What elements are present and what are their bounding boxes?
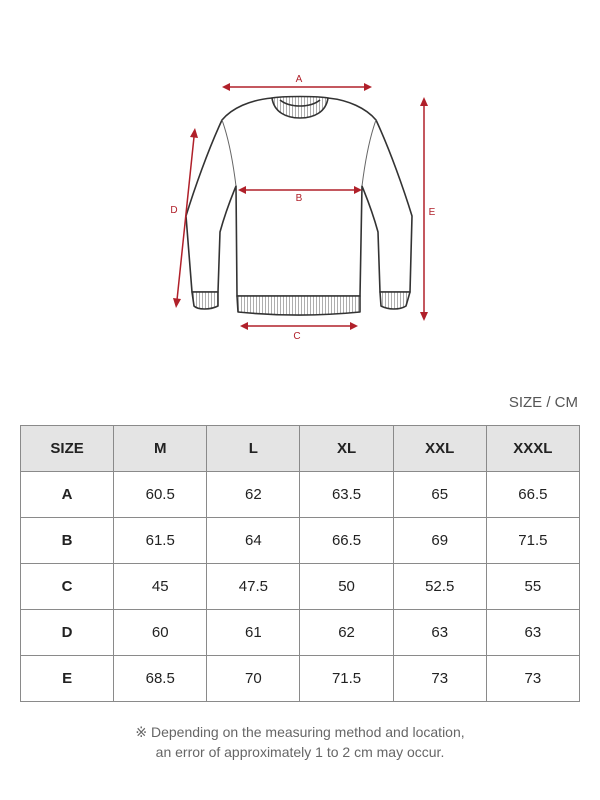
- measurement-note: [0, 722, 600, 762]
- label-d: D: [170, 205, 178, 216]
- table-cell: 65: [393, 472, 486, 518]
- table-cell: 45: [114, 564, 207, 610]
- note-line-2: an error of approximately 1 to 2 cm may occur.: [155, 744, 445, 760]
- sweatshirt-measurement-diagram: [0, 0, 600, 370]
- row-label: D: [21, 610, 114, 656]
- sweatshirt-outline: [186, 97, 412, 316]
- table-cell: 52.5: [393, 564, 486, 610]
- column-header: XL: [300, 426, 393, 472]
- table-cell: 66.5: [486, 472, 579, 518]
- row-label: C: [21, 564, 114, 610]
- column-header: M: [114, 426, 207, 472]
- table-cell: 61.5: [114, 518, 207, 564]
- label-a: A: [295, 74, 303, 85]
- label-c: C: [293, 331, 301, 342]
- column-header: L: [207, 426, 300, 472]
- table-cell: 50: [300, 564, 393, 610]
- row-label: E: [21, 656, 114, 702]
- label-e: E: [428, 207, 436, 218]
- row-label: A: [21, 472, 114, 518]
- column-header: XXXL: [486, 426, 579, 472]
- table-row: [21, 472, 580, 518]
- row-label: B: [21, 518, 114, 564]
- table-row: [21, 518, 580, 564]
- table-cell: 69: [393, 518, 486, 564]
- table-cell: 70: [207, 656, 300, 702]
- table-cell: 55: [486, 564, 579, 610]
- table-cell: 73: [393, 656, 486, 702]
- table-cell: 62: [300, 610, 393, 656]
- table-row: [21, 610, 580, 656]
- table-cell: 63: [486, 610, 579, 656]
- table-cell: 64: [207, 518, 300, 564]
- table-cell: 63.5: [300, 472, 393, 518]
- column-header: XXL: [393, 426, 486, 472]
- unit-label: SIZE / CM: [508, 394, 578, 411]
- table-cell: 63: [393, 610, 486, 656]
- table-cell: 71.5: [300, 656, 393, 702]
- table-cell: 71.5: [486, 518, 579, 564]
- size-chart-table: [20, 425, 580, 702]
- table-row: [21, 656, 580, 702]
- table-cell: 61: [207, 610, 300, 656]
- table-row: [21, 564, 580, 610]
- note-line-1: ※ Depending on the measuring method and location,: [135, 724, 465, 740]
- table-cell: 68.5: [114, 656, 207, 702]
- table-cell: 47.5: [207, 564, 300, 610]
- label-b: B: [295, 193, 303, 204]
- table-cell: 66.5: [300, 518, 393, 564]
- table-cell: 60.5: [114, 472, 207, 518]
- table-cell: 60: [114, 610, 207, 656]
- table-cell: 62: [207, 472, 300, 518]
- table-header-row: [21, 426, 580, 472]
- table-cell: 73: [486, 656, 579, 702]
- column-header: SIZE: [21, 426, 114, 472]
